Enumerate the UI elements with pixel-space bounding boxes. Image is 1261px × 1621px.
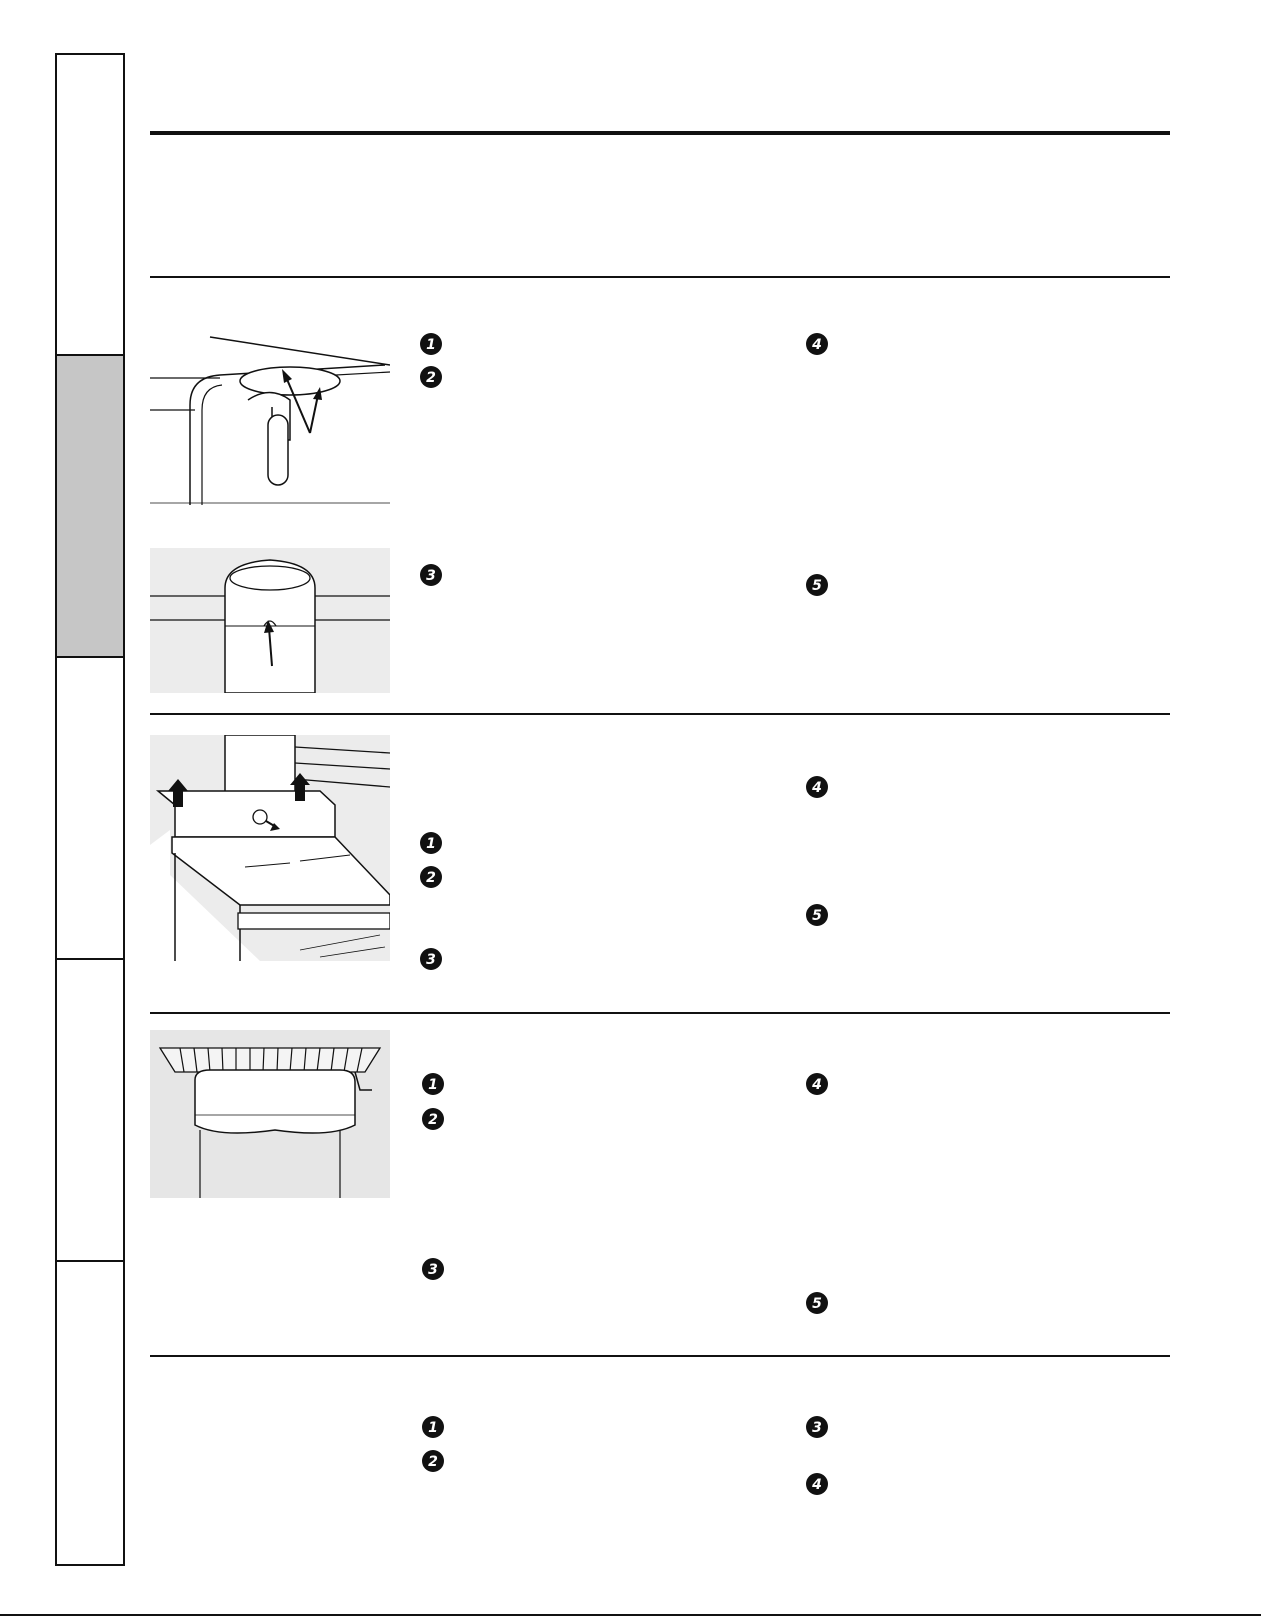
step-1-badge [422, 1416, 444, 1438]
svg-text:1: 1 [426, 836, 436, 852]
step-4-badge [806, 333, 828, 355]
step-2-badge [420, 866, 442, 888]
step-1-badge [420, 333, 442, 355]
svg-text:1: 1 [428, 1077, 438, 1093]
section-divider-1 [150, 276, 1170, 278]
step-1-badge [420, 832, 442, 854]
svg-text:1: 1 [426, 337, 436, 353]
svg-text:4: 4 [812, 337, 822, 353]
step-4-badge [806, 776, 828, 798]
range-illustration [150, 735, 390, 961]
duct-collar-illustration [150, 548, 390, 693]
range-hood-illustration [150, 325, 390, 505]
step-3-badge [806, 1416, 828, 1438]
side-tab-1[interactable] [57, 55, 123, 356]
svg-text:2: 2 [426, 370, 436, 386]
side-tab-5[interactable] [57, 1262, 123, 1564]
step-2-badge [422, 1108, 444, 1130]
svg-text:2: 2 [428, 1112, 438, 1128]
side-tab-3[interactable] [57, 658, 123, 960]
side-tab-2-active[interactable] [57, 356, 123, 658]
step-5-badge [806, 904, 828, 926]
svg-text:3: 3 [426, 568, 436, 584]
svg-text:2: 2 [426, 870, 436, 886]
svg-text:4: 4 [812, 1477, 822, 1493]
step-2-badge [422, 1450, 444, 1472]
section-divider-3 [150, 1012, 1170, 1014]
svg-text:5: 5 [812, 578, 822, 594]
step-5-badge [806, 574, 828, 596]
svg-text:3: 3 [426, 952, 436, 968]
freezer-shelf-illustration [150, 1030, 390, 1198]
page-bottom-rule [0, 1614, 1261, 1616]
section-divider-2 [150, 713, 1170, 715]
page-header-rule [150, 131, 1170, 135]
svg-text:5: 5 [812, 1296, 822, 1312]
step-5-badge [806, 1292, 828, 1314]
svg-text:2: 2 [428, 1454, 438, 1470]
step-3-badge [420, 948, 442, 970]
step-1-badge [422, 1073, 444, 1095]
svg-text:3: 3 [428, 1262, 438, 1278]
step-4-badge [806, 1473, 828, 1495]
svg-text:5: 5 [812, 908, 822, 924]
step-3-badge [422, 1258, 444, 1280]
step-3-badge [420, 564, 442, 586]
svg-text:4: 4 [812, 780, 822, 796]
svg-text:1: 1 [428, 1420, 438, 1436]
side-tab-strip [55, 53, 125, 1566]
svg-text:4: 4 [812, 1077, 822, 1093]
step-2-badge [420, 366, 442, 388]
side-tab-4[interactable] [57, 960, 123, 1262]
step-4-badge [806, 1073, 828, 1095]
svg-text:3: 3 [812, 1420, 822, 1436]
section-divider-4 [150, 1355, 1170, 1357]
